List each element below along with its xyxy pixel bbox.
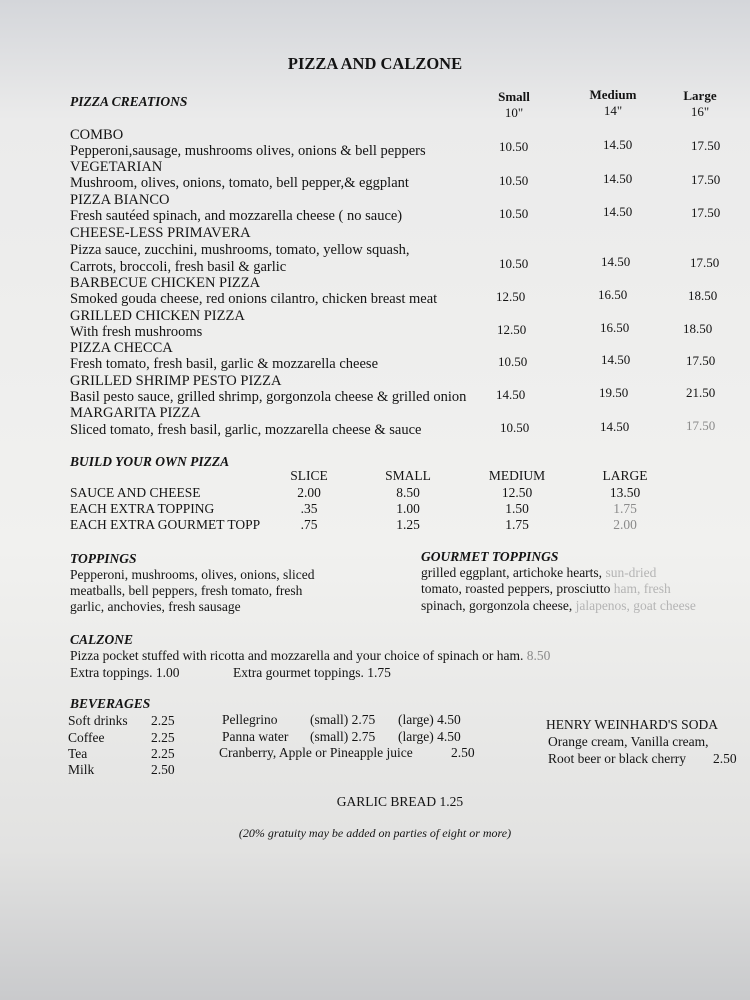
gourmet-line-text: grilled eggplant, artichoke hearts,	[421, 565, 606, 580]
gourmet-line-faded-text: sun-dried	[605, 565, 657, 580]
build-price-slice: .35	[300, 501, 318, 516]
price-small: 12.50	[496, 289, 526, 304]
beverage-price: 2.25	[151, 730, 175, 745]
page-title: PIZZA AND CALZONE	[287, 54, 463, 73]
build-price-small: 1.25	[396, 517, 420, 532]
menu-item-description: Smoked gouda cheese, red onions cilantro, chicken breast meat	[70, 291, 438, 307]
size-inches-large: 16"	[690, 104, 710, 119]
menu-item-name: GRILLED CHICKEN PIZZA	[70, 308, 245, 324]
build-price-medium: 1.50	[505, 501, 529, 516]
price-small: 10.50	[498, 354, 528, 369]
section-heading-beverages: BEVERAGES	[70, 696, 151, 711]
gourmet-line-faded-text: jalapenos, goat cheese	[575, 598, 696, 613]
menu-item-name: PIZZA CHECCA	[70, 340, 173, 356]
column-header-medium: MEDIUM	[488, 468, 546, 483]
size-label-small: Small	[498, 89, 530, 104]
water-price-small: (small) 2.75	[310, 729, 376, 744]
price-small: 10.50	[499, 256, 529, 271]
juice-price: 2.50	[451, 745, 475, 760]
menu-item-description: Pepperoni,sausage, mushrooms olives, onions & bell peppers	[70, 143, 426, 159]
price-small: 14.50	[496, 387, 526, 402]
price-small: 12.50	[497, 322, 527, 337]
price-medium: 14.50	[600, 419, 630, 434]
water-price-large: (large) 4.50	[398, 729, 461, 744]
price-large: 18.50	[683, 321, 713, 336]
menu-item-name: PIZZA BIANCO	[70, 192, 170, 208]
build-price-slice: .75	[300, 517, 318, 532]
calzone-extra-toppings: Extra toppings. 1.00	[70, 665, 180, 680]
beverage-name: Milk	[68, 762, 95, 777]
price-medium: 16.50	[600, 320, 630, 335]
menu-item-description: Sliced tomato, fresh basil, garlic, mozzarella cheese & sauce	[70, 422, 422, 438]
gourmet-line	[421, 582, 671, 596]
price-large: 17.50	[691, 138, 721, 153]
beverage-price: 2.25	[151, 746, 175, 761]
price-large: 17.50	[690, 255, 720, 270]
toppings-line: Pepperoni, mushrooms, olives, onions, sliced	[70, 567, 315, 582]
price-small: 10.50	[499, 139, 529, 154]
menu-item-description: Carrots, broccoli, fresh basil & garlic	[70, 259, 287, 275]
size-label-large: Large	[683, 88, 717, 103]
build-price-small: 1.00	[396, 501, 420, 516]
price-medium: 14.50	[603, 171, 633, 186]
menu-item-description: Pizza sauce, zucchini, mushrooms, tomato, yellow squash,	[70, 242, 410, 258]
price-large: 21.50	[686, 385, 716, 400]
price-large: 17.50	[691, 205, 721, 220]
price-large: 18.50	[688, 288, 718, 303]
menu-item-description: Fresh sautéed spinach, and mozzarella cheese ( no sauce)	[70, 208, 403, 224]
toppings-line: garlic, anchovies, fresh sausage	[70, 599, 241, 614]
garlic-bread-item: GARLIC BREAD 1.25	[336, 794, 464, 809]
juice-name: Cranberry, Apple or Pineapple juice	[219, 745, 413, 760]
build-price-medium: 1.75	[505, 517, 529, 532]
section-heading-gourmet-toppings: GOURMET TOPPINGS	[421, 549, 559, 564]
price-medium: 14.50	[603, 204, 633, 219]
build-price-large: 2.00	[613, 517, 637, 532]
build-price-large: 13.50	[609, 485, 641, 500]
size-inches-medium: 14"	[603, 103, 623, 118]
price-small: 10.50	[500, 420, 530, 435]
beverage-name: Coffee	[68, 730, 105, 745]
calzone-price: 8.50	[526, 648, 551, 663]
gourmet-line	[421, 599, 696, 613]
price-small: 10.50	[499, 173, 529, 188]
soda-flavors: Orange cream, Vanilla cream,	[548, 734, 709, 749]
menu-item-name: MARGARITA PIZZA	[70, 405, 201, 421]
price-medium: 19.50	[599, 385, 629, 400]
menu-item-name: VEGETARIAN	[70, 159, 163, 175]
section-heading-calzone: CALZONE	[70, 632, 134, 647]
water-price-large: (large) 4.50	[398, 712, 461, 727]
build-row-label: SAUCE AND CHEESE	[70, 485, 201, 500]
calzone-extra-gourmet-toppings: Extra gourmet toppings. 1.75	[233, 665, 391, 680]
soda-price: 2.50	[713, 751, 737, 766]
gourmet-line-text: spinach, gorgonzola cheese,	[421, 598, 576, 613]
build-row-label: EACH EXTRA GOURMET TOPP	[70, 517, 261, 532]
size-label-medium: Medium	[589, 87, 637, 102]
beverage-name: Tea	[68, 746, 88, 761]
build-price-large: 1.75	[613, 501, 637, 516]
build-price-slice: 2.00	[297, 485, 321, 500]
section-heading-build-your-own: BUILD YOUR OWN PIZZA	[70, 454, 230, 469]
menu-item-name: COMBO	[70, 127, 124, 143]
beverage-price: 2.25	[151, 713, 175, 728]
calzone-description	[70, 649, 550, 663]
menu-item-name: BARBECUE CHICKEN PIZZA	[70, 275, 261, 291]
water-price-small: (small) 2.75	[310, 712, 376, 727]
gourmet-line-text: tomato, roasted peppers, prosciutto	[421, 581, 614, 596]
menu-item-name: CHEESE-LESS PRIMAVERA	[70, 225, 251, 241]
column-header-slice: SLICE	[290, 468, 328, 483]
build-price-small: 8.50	[396, 485, 420, 500]
menu-item-description: Fresh tomato, fresh basil, garlic & mozzarella cheese	[70, 356, 379, 372]
water-name: Panna water	[222, 729, 289, 744]
soda-title: HENRY WEINHARD'S SODA	[546, 717, 718, 732]
toppings-line: meatballs, bell peppers, fresh tomato, fresh	[70, 583, 303, 598]
size-inches-small: 10"	[504, 105, 524, 120]
column-header-large: LARGE	[602, 468, 648, 483]
price-large: 17.50	[686, 418, 716, 433]
section-heading-pizza-creations: PIZZA CREATIONS	[70, 94, 188, 109]
build-row-label: EACH EXTRA TOPPING	[70, 501, 215, 516]
price-medium: 16.50	[598, 287, 628, 302]
price-small: 10.50	[499, 206, 529, 221]
beverage-name: Soft drinks	[68, 713, 128, 728]
gratuity-footnote: (20% gratuity may be added on parties of eight or more)	[238, 826, 512, 840]
price-large: 17.50	[691, 172, 721, 187]
price-medium: 14.50	[601, 352, 631, 367]
menu-item-name: GRILLED SHRIMP PESTO PIZZA	[70, 373, 282, 389]
price-large: 17.50	[686, 353, 716, 368]
price-medium: 14.50	[601, 254, 631, 269]
menu-item-description: Mushroom, olives, onions, tomato, bell pepper,& eggplant	[70, 175, 409, 191]
section-heading-toppings: TOPPINGS	[70, 551, 137, 566]
water-name: Pellegrino	[222, 712, 278, 727]
menu-item-description: Basil pesto sauce, grilled shrimp, gorgonzola cheese & grilled onion	[70, 389, 467, 405]
calzone-description-text: Pizza pocket stuffed with ricotta and mozzarella and your choice of spinach or ham.	[70, 648, 524, 663]
menu-item-description: With fresh mushrooms	[70, 324, 203, 340]
soda-flavors: Root beer or black cherry	[548, 751, 686, 766]
build-price-medium: 12.50	[501, 485, 533, 500]
column-header-small: SMALL	[385, 468, 431, 483]
gourmet-line-faded-text: ham, fresh	[613, 581, 671, 596]
price-medium: 14.50	[603, 137, 633, 152]
gourmet-line	[421, 566, 656, 580]
beverage-price: 2.50	[151, 762, 175, 777]
